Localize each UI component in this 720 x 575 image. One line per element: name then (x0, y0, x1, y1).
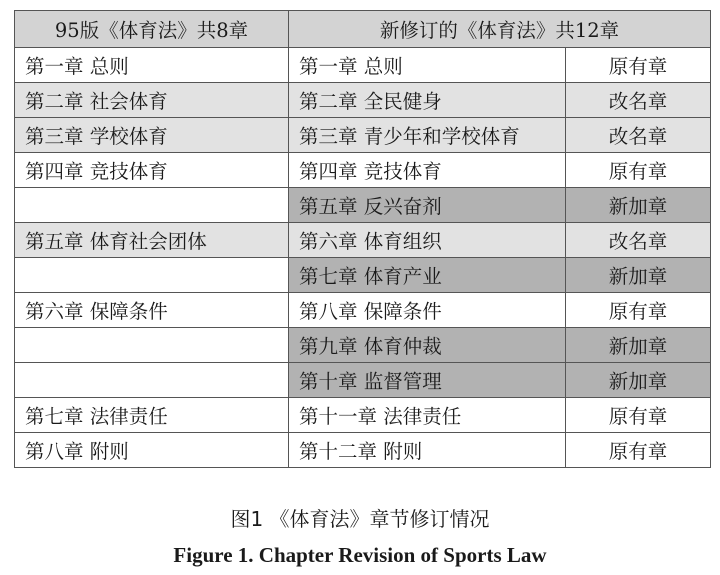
new-chapter-cell: 第九章 体育仲裁 (289, 328, 566, 363)
figure-caption-chinese: 图1 《体育法》章节修订情况 (230, 507, 490, 531)
old-chapter-cell: 第八章 附则 (15, 433, 289, 468)
old-chapter-cell: 第六章 保障条件 (15, 293, 289, 328)
table-row (15, 48, 711, 83)
table-row (15, 223, 711, 258)
status-cell: 原有章 (566, 398, 711, 433)
new-chapter-cell: 第七章 体育产业 (289, 258, 566, 293)
new-chapter-cell: 第二章 全民健身 (289, 83, 566, 118)
table-row (15, 433, 711, 468)
status-cell: 新加章 (566, 328, 711, 363)
status-cell: 原有章 (566, 293, 711, 328)
table-header-row (15, 11, 711, 48)
table-row (15, 258, 711, 293)
new-chapter-cell: 第六章 体育组织 (289, 223, 566, 258)
old-chapter-cell: 第一章 总则 (15, 48, 289, 83)
chapter-revision-table (14, 10, 711, 468)
table-body (15, 48, 711, 468)
new-chapter-cell: 第五章 反兴奋剂 (289, 188, 566, 223)
table-row (15, 153, 711, 188)
new-chapter-cell: 第一章 总则 (289, 48, 566, 83)
figure-caption-english: Figure 1. Chapter Revision of Sports Law (173, 543, 547, 567)
table-row (15, 188, 711, 223)
table-row (15, 293, 711, 328)
old-chapter-cell: 第二章 社会体育 (15, 83, 289, 118)
header-old-law: 95版《体育法》共8章 (15, 11, 289, 48)
status-cell: 新加章 (566, 363, 711, 398)
status-cell: 原有章 (566, 48, 711, 83)
status-cell: 原有章 (566, 153, 711, 188)
new-chapter-cell: 第四章 竞技体育 (289, 153, 566, 188)
table-row (15, 398, 711, 433)
table-row (15, 118, 711, 153)
status-cell: 原有章 (566, 433, 711, 468)
new-chapter-cell: 第十章 监督管理 (289, 363, 566, 398)
header-new-law: 新修订的《体育法》共12章 (289, 11, 711, 48)
new-chapter-cell: 第三章 青少年和学校体育 (289, 118, 566, 153)
status-cell: 改名章 (566, 118, 711, 153)
old-chapter-cell (15, 188, 289, 223)
table-row (15, 328, 711, 363)
old-chapter-cell (15, 363, 289, 398)
old-chapter-cell: 第七章 法律责任 (15, 398, 289, 433)
old-chapter-cell: 第四章 竞技体育 (15, 153, 289, 188)
old-chapter-cell (15, 328, 289, 363)
old-chapter-cell: 第三章 学校体育 (15, 118, 289, 153)
old-chapter-cell (15, 258, 289, 293)
table-row (15, 363, 711, 398)
new-chapter-cell: 第十二章 附则 (289, 433, 566, 468)
status-cell: 改名章 (566, 83, 711, 118)
status-cell: 改名章 (566, 223, 711, 258)
new-chapter-cell: 第十一章 法律责任 (289, 398, 566, 433)
status-cell: 新加章 (566, 188, 711, 223)
old-chapter-cell: 第五章 体育社会团体 (15, 223, 289, 258)
new-chapter-cell: 第八章 保障条件 (289, 293, 566, 328)
table-row (15, 83, 711, 118)
status-cell: 新加章 (566, 258, 711, 293)
